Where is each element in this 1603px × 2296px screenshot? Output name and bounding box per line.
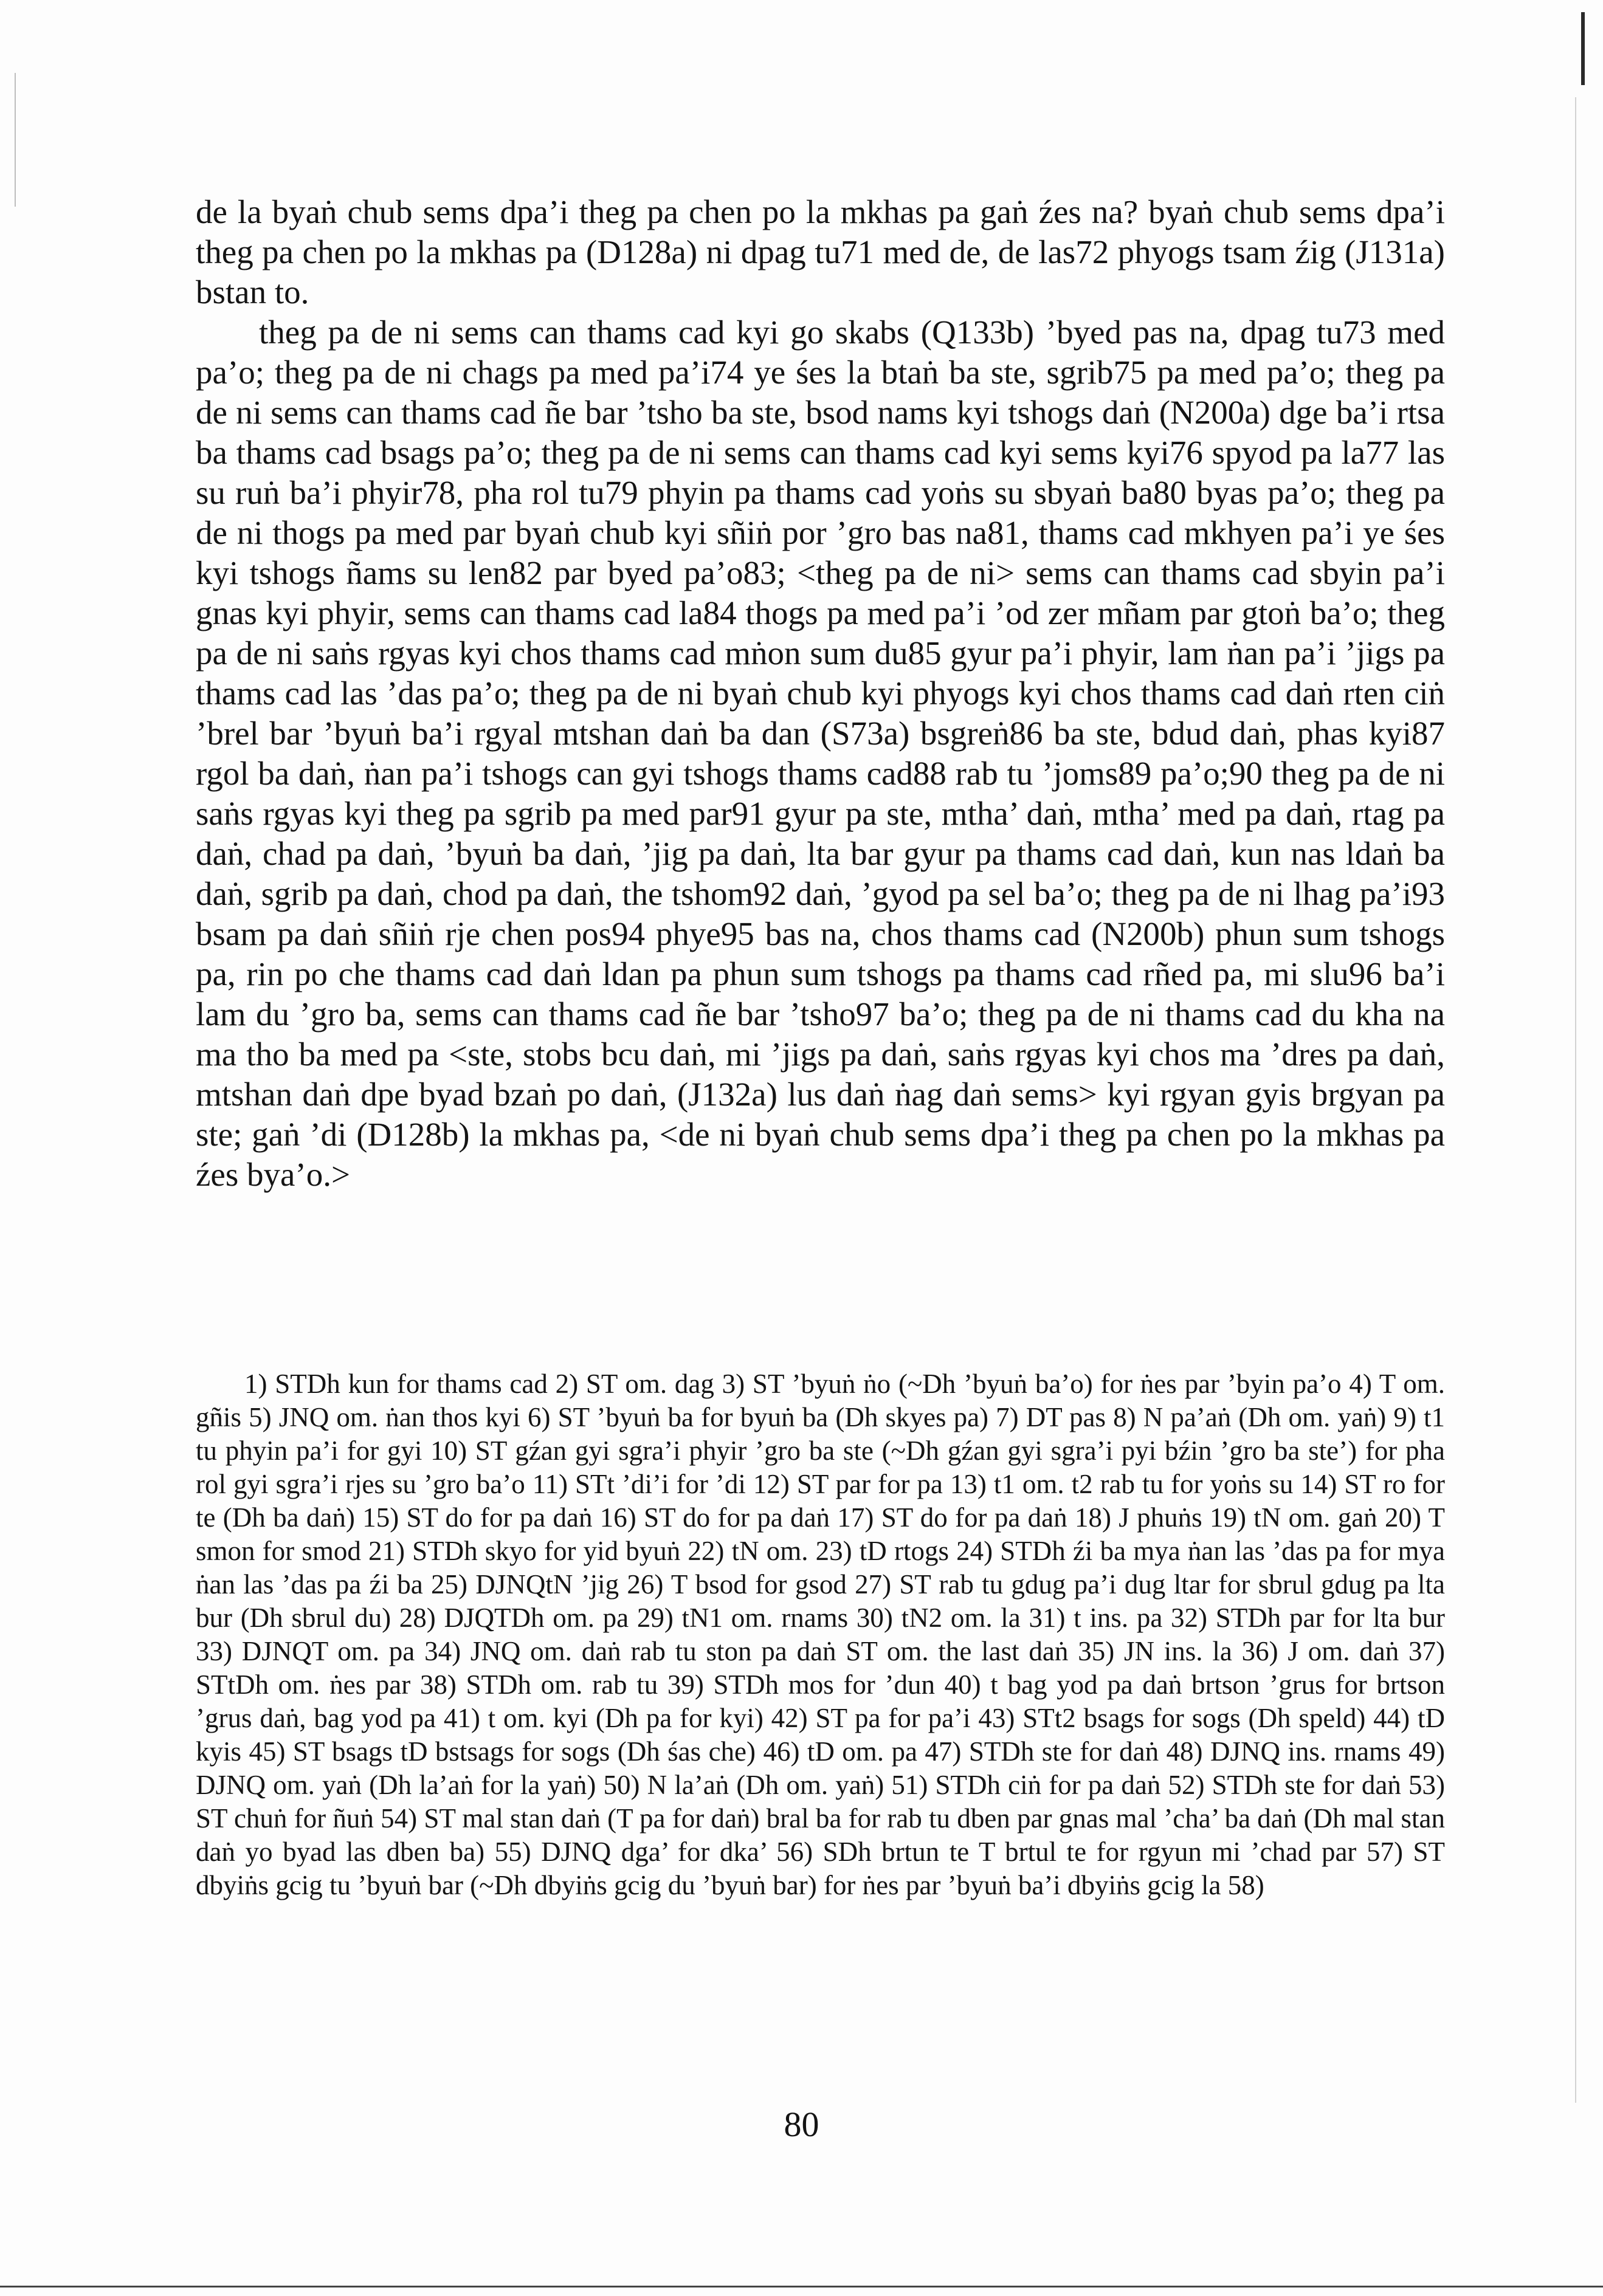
paragraph-2: theg pa de ni sems can thams cad kyi go skabs (Q133b) ’byed pas na, dpag tu73 med pa’o; theg pa de ni chags pa med pa’i74 ye śes la btaṅ ba ste, sgrib75 pa med pa’o; theg pa de ni sems can thams cad ñe bar ’tsho ba ste, bsod nams kyi tshogs daṅ (N200a) dge ba’i rtsa ba thams cad bsags pa’o; theg pa de ni sems can thams cad kyi sems kyi76 spyod pa la77 las su ruṅ ba’i phyir78, pha rol tu79 phyin pa thams cad yoṅs su sbyaṅ ba80 byas pa’o; theg pa de ni thogs pa med par byaṅ chub kyi sñiṅ por ’gro bas na81, thams cad mkhyen pa’i ye śes kyi tshogs ñams su len82 par byed pa’o83; <theg pa de ni> sems can thams cad sbyin pa’i gnas kyi phyir, sems can thams cad la84 thogs pa med pa’i ’od zer mñam par gtoṅ ba’o; theg pa de ni saṅs rgyas kyi chos thams cad mṅon sum du85 gyur pa’i phyir, lam ṅan pa’i ’jigs pa thams cad las ’das pa’o; theg pa de ni byaṅ chub kyi phyogs kyi chos thams cad daṅ rten ciṅ ’brel bar ’byuṅ ba’i rgyal mtshan daṅ ba dan (S73a) bsgreṅ86 ba ste, bdud daṅ, phas kyi87 rgol ba daṅ, ṅan pa’i tshogs can gyi tshogs thams cad88 rab tu ’joms89 pa’o;90 theg pa de ni saṅs rgyas kyi theg pa sgrib pa med par91 gyur pa ste, mtha’ daṅ, mtha’ med pa daṅ, rtag pa daṅ, chad pa daṅ, ’byuṅ ba daṅ, ’jig pa daṅ, lta bar gyur pa thams cad daṅ, kun nas ldaṅ ba daṅ, sgrib pa daṅ, chod pa daṅ, the tshom92 daṅ, ’gyod pa sel ba’o; theg pa de ni lhag pa’i93 bsam pa daṅ sñiṅ rje chen pos94 phye95 bas na, chos thams cad (N200b) phun sum tshogs pa, rin po che thams cad daṅ ldan pa phun sum tshogs pa thams cad rñed pa, mi slu96 ba’i lam du ’gro ba, sems can thams cad ñe bar ’tsho97 ba’o; theg pa de ni thams cad du kha na ma tho ba med pa <ste, stobs bcu daṅ, mi ’jigs pa daṅ, saṅs rgyas kyi chos ma ’dres pa daṅ, mtshan daṅ dpe byad bzaṅ po daṅ, (J132a) lus daṅ ṅag daṅ sems> kyi rgyan gyis brgyan pa ste; gaṅ ’di (D128b) la mkhas pa, <de ni byaṅ chub sems dpa’i theg pa chen po la mkhas pa źes bya’o.> <box>196 314 1445 1193</box>
page-edge-mark <box>1581 12 1585 85</box>
bottom-edge <box>0 2286 1603 2287</box>
binding-shadow <box>15 73 16 207</box>
page-number: 80 <box>784 2105 819 2144</box>
footnotes-text: 1) STDh kun for thams cad 2) ST om. dag 3) ST ’byuṅ ṅo (~Dh ’byuṅ ba’o) for ṅes par ’byin pa’o 4) T om. gñis 5) JNQ om. ṅan thos kyi 6) ST ’byuṅ ba for byuṅ ba (Dh skyes pa) 7) DT pas 8) N pa’aṅ (Dh om. yaṅ) 9) t1 tu phyin pa’i for gyi 10) ST gźan gyi sgra’i phyir ’gro ba ste (~Dh gźan gyi sgra’i pyi bźin ’gro ba ste’) for pha rol gyi sgra’i rjes su ’gro ba’o 11) STt ’di’i for ’di 12) ST par for pa 13) t1 om. t2 rab tu for yoṅs su 14) ST ro for te (Dh ba daṅ) 15) ST do for pa daṅ 16) ST do for pa daṅ 17) ST do for pa daṅ 18) J phuṅs 19) tN om. gaṅ 20) T smon for smod 21) STDh skyo for yid byuṅ 22) tN om. 23) tD rtogs 24) STDh źi ba mya ṅan las ’das pa for mya ṅan las ’das pa źi ba 25) DJNQtN ’jig 26) T bsod for gsod 27) ST rab tu gdug pa’i dug ltar for sbrul gdug pa lta bur (Dh sbrul du) 28) DJQTDh om. pa 29) tN1 om. rnams 30) tN2 om. la 31) t ins. pa 32) STDh par for lta bur 33) DJNQT om. pa 34) JNQ om. daṅ rab tu ston pa daṅ ST om. the last daṅ 35) JN ins. la 36) J om. daṅ 37) STtDh om. ṅes par 38) STDh om. rab tu 39) STDh mos for ’dun 40) t bag yod pa daṅ brtson ’grus for brtson ’grus daṅ, bag yod pa 41) t om. kyi (Dh pa for kyi) 42) ST pa for pa’i 43) STt2 bsags for sogs (Dh speld) 44) tD kyis 45) ST bsags tD bstsags for sogs (Dh śas che) 46) tD om. pa 47) STDh ste for daṅ 48) DJNQ ins. rnams 49) DJNQ om. yaṅ (Dh la’aṅ for la yaṅ) 50) N la’aṅ (Dh om. yaṅ) 51) STDh ciṅ for pa daṅ 52) STDh ste for daṅ 53) ST chuṅ for ñuṅ 54) ST mal stan daṅ (T pa for daṅ) bral ba for rab tu dben par gnas mal ’cha’ ba daṅ (Dh mal stan daṅ yo byad las dben ba) 55) DJNQ dga’ for dka’ 56) SDh brtun te T brtul te for rgyun mi ’chad par 57) ST dbyiṅs gcig tu ’byuṅ bar (~Dh dbyiṅs gcig du ’byuṅ bar) for ṅes par ’byuṅ ba’i dbyiṅs gcig la 58) <box>196 1369 1445 1900</box>
page-edge-shadow <box>1575 97 1576 2103</box>
footnotes <box>196 1367 1445 1902</box>
paragraph-1: de la byaṅ chub sems dpa’i theg pa chen po la mkhas pa gaṅ źes na? byaṅ chub sems dpa’i theg pa chen po la mkhas pa (D128a) ni dpag tu71 med de, de las72 phyogs tsam źig (J131a) bstan to. <box>196 193 1445 311</box>
main-text <box>196 192 1445 1195</box>
